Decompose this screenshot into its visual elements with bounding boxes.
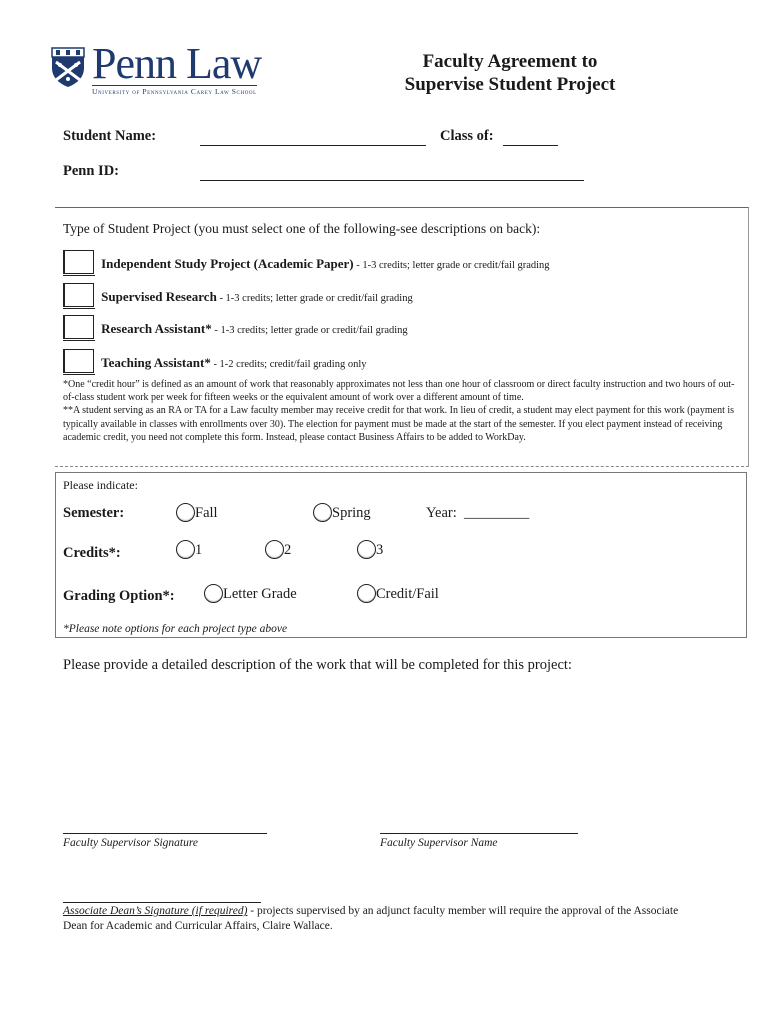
option-desc: - 1-3 credits; letter grade or credit/fail grading — [216, 293, 413, 304]
credits-label: Credits*: — [63, 545, 121, 561]
year-label: Year: — [426, 505, 457, 521]
option-teaching-assistant — [63, 349, 367, 373]
penn-law-logo — [50, 39, 275, 96]
year-blank[interactable]: _________ — [464, 505, 530, 521]
description-area[interactable] — [63, 682, 743, 812]
logo-subtitle: University of Pennsylvania Carey Law School — [92, 87, 257, 96]
credit-fail-option[interactable] — [357, 584, 439, 603]
title-line-2: Supervise Student Project — [404, 74, 616, 95]
semester-spring-option[interactable] — [313, 503, 371, 522]
independent-study-checkbox[interactable] — [63, 250, 94, 274]
letter-grade-label: Letter Grade — [223, 586, 297, 602]
option-independent-study — [63, 250, 550, 274]
option-name: Independent Study Project (Academic Paper) — [101, 256, 354, 271]
credit-2-label: 2 — [284, 542, 292, 558]
grading-option-label: Grading Option*: — [63, 588, 175, 604]
option-name: Supervised Research — [101, 289, 217, 304]
indicate-box — [55, 472, 747, 638]
credit-2-option[interactable] — [265, 540, 291, 559]
form-title — [380, 50, 640, 96]
student-name-field[interactable] — [200, 145, 426, 146]
project-type-heading: Type of Student Project (you must select one of the following-see descriptions on back): — [63, 221, 541, 236]
faculty-name-caption: Faculty Supervisor Name — [380, 837, 498, 849]
semester-label: Semester: — [63, 505, 125, 521]
option-research-assistant — [63, 315, 408, 339]
option-desc: - 1-3 credits; letter grade or credit/fail grading — [211, 325, 408, 336]
ra-ta-payment-note: **A student serving as an RA or TA for a Law faculty member may receive credit for that work. In lieu of credit, a student may elect payment for this work (payment is typically available in classes with enrollments over 30). The election for payment must be made at the start of the semester. If you elect payment instead of receiving academic credit, you need not complete this form. Instead, please contact Business Affairs to be added to WorkDay. — [63, 405, 735, 443]
credit-fail-radio[interactable] — [357, 584, 376, 603]
fall-label: Fall — [195, 505, 218, 521]
credit-1-label: 1 — [195, 542, 203, 558]
credit-2-radio[interactable] — [265, 540, 284, 559]
faculty-signature-line[interactable] — [63, 833, 267, 834]
class-of-label: Class of: — [440, 128, 494, 144]
credit-3-option[interactable] — [357, 540, 383, 559]
semester-fall-option[interactable] — [176, 503, 218, 522]
letter-grade-radio[interactable] — [204, 584, 223, 603]
option-desc: - 1-3 credits; letter grade or credit/fail grading — [353, 260, 550, 271]
letter-grade-option[interactable] — [204, 584, 297, 603]
class-of-field[interactable] — [503, 145, 558, 146]
option-name: Teaching Assistant* — [101, 355, 211, 370]
dean-approval-note: - projects supervised by an adjunct faculty member will require the approval of the Associate Dean for Academic and Curricular Affairs, Claire Wallace. — [63, 905, 679, 932]
credit-1-option[interactable] — [176, 540, 202, 559]
faculty-name-line[interactable] — [380, 833, 578, 834]
year-field[interactable] — [426, 505, 529, 522]
penn-id-field[interactable] — [200, 180, 584, 181]
description-prompt: Please provide a detailed description of the work that will be completed for this project: — [63, 657, 572, 673]
options-footnote: *Please note options for each project type above — [63, 623, 288, 635]
please-indicate-heading: Please indicate: — [63, 478, 138, 492]
supervised-research-checkbox[interactable] — [63, 283, 94, 307]
credit-hour-note: *One “credit hour” is defined as an amount of work that reasonably approximates not less than one hour of classroom or direct faculty instruction and two hours of out-of-class student work per week for fifteen weeks or the equivalent amount of work over a different amount of time. — [63, 379, 735, 404]
dean-signature-caption: Associate Dean’s Signature (if required) — [63, 905, 248, 917]
option-desc: - 1-2 credits; credit/fail grading only — [210, 359, 367, 370]
research-assistant-checkbox[interactable] — [63, 315, 94, 339]
dean-signature-text — [63, 904, 703, 934]
credit-1-radio[interactable] — [176, 540, 195, 559]
dean-signature-line[interactable] — [63, 902, 261, 903]
title-line-1: Faculty Agreement to — [422, 51, 598, 72]
option-name: Research Assistant* — [101, 321, 212, 336]
credit-hour-notes — [63, 378, 745, 444]
spring-label: Spring — [332, 505, 371, 521]
option-supervised-research — [63, 283, 413, 307]
faculty-signature-caption: Faculty Supervisor Signature — [63, 837, 198, 849]
fall-radio[interactable] — [176, 503, 195, 522]
student-name-label: Student Name: — [63, 128, 157, 144]
logo-name: Penn Law — [92, 39, 262, 88]
spring-radio[interactable] — [313, 503, 332, 522]
shield-icon — [50, 46, 86, 88]
credit-fail-label: Credit/Fail — [376, 586, 439, 602]
credit-3-label: 3 — [376, 542, 384, 558]
credit-3-radio[interactable] — [357, 540, 376, 559]
penn-id-label: Penn ID: — [63, 163, 119, 179]
teaching-assistant-checkbox[interactable] — [63, 349, 94, 373]
